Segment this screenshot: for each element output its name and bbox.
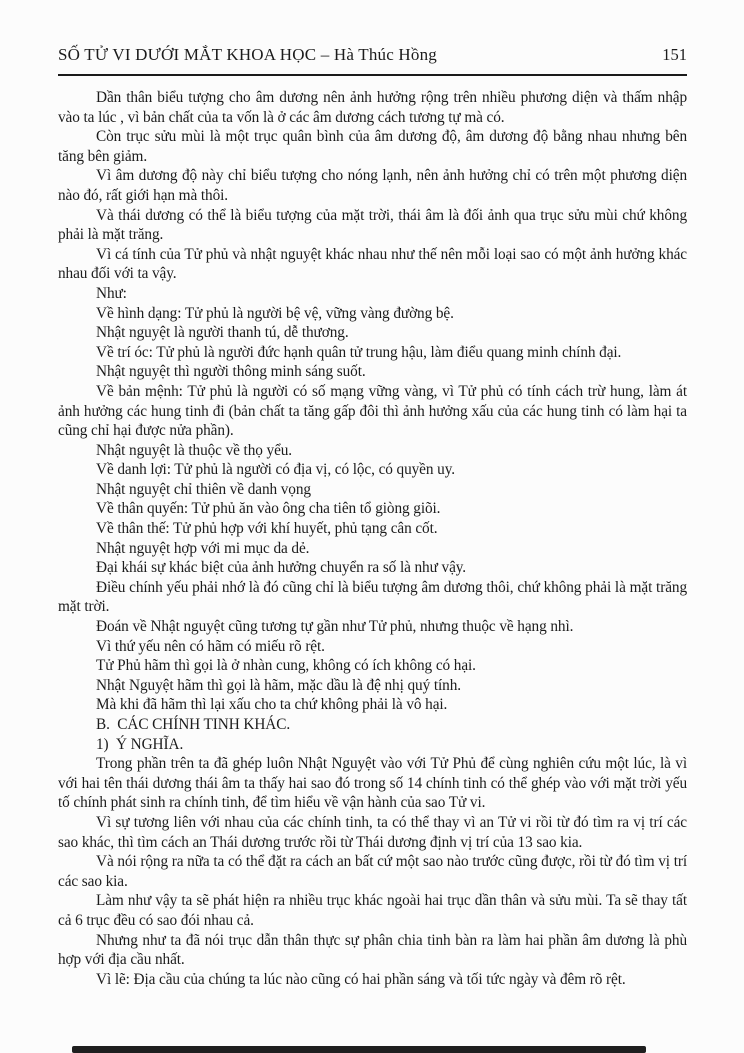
paragraph: Nhật nguyệt là người thanh tú, dễ thương.	[96, 324, 349, 342]
paragraph: Nhật nguyệt hợp với mi mục da dẻ.	[96, 539, 310, 557]
paragraph: Vì cá tính của Tử phủ và nhật nguyệt khác nhau như thế nên mỗi loại sao có một ảnh hưởng khác nhau đối với ta vậy.	[58, 245, 687, 283]
paragraph: Về trí óc: Tử phủ là người đức hạnh quân tử trung hậu, làm điểu quang minh chính đại.	[96, 343, 622, 361]
paragraph: Trong phần trên ta đã ghép luôn Nhật Nguyệt vào với Tử Phủ để cùng nghiên cứu một lúc, là vì với hai tên thái dương thái âm ta thấy hai sao đó trong số 14 chính tinh có thể ghép vào với mặt trời yếu tố chính phát sinh ra chính tinh, để tìm hiểu về vận hành của sao Tử vi.	[58, 755, 687, 812]
paragraph: Dần thân biểu tượng cho âm dương nên ảnh hưởng rộng trên nhiều phương diện và thấm nhập vào ta lúc , vì bản chất của ta vốn là ở các âm dương cách tương tự mà có.	[58, 89, 687, 126]
section-heading: B. CÁC CHÍNH TINH KHÁC.	[96, 716, 291, 733]
page-header	[0, 0, 744, 65]
paragraph: Về danh lợi: Tử phủ là người có địa vị, có lộc, có quyền uy.	[96, 461, 455, 479]
paragraph: Về bản mệnh: Tử phủ là người có số mạng vững vàng, vì Tử phủ có tính cách trừ hung, làm át ảnh hưởng các hung tinh đi (bản chất ta tăng gấp đôi thì ảnh hưởng xấu của các hung tinh có làm hại ta cũng chỉ hại được nửa phần).	[58, 382, 687, 440]
paragraph: Đại khái sự khác biệt của ảnh hưởng chuyển ra số là như vậy.	[96, 559, 467, 577]
paragraph: Và thái dương có thể là biểu tượng của mặt trời, thái âm là đối ảnh qua trục sửu mùi chứ không phải là mặt trăng.	[58, 206, 687, 244]
paragraph: Như:	[96, 284, 127, 302]
paragraph: Về thân quyến: Tử phủ ăn vào ông cha tiên tổ giòng giõi.	[96, 500, 441, 518]
paragraph: Về hình dạng: Tử phủ là người bệ vệ, vững vàng đường bệ.	[96, 304, 454, 322]
paragraph: Nhưng như ta đã nói trục dẫn thân thực sự phân chia tinh bàn ra làm hai phần âm dương là phù hợp với địa cầu nhất.	[58, 931, 687, 969]
paragraph: Và nói rộng ra nữa ta có thể đặt ra cách an bất cứ một sao nào trước cũng được, rồi từ đó tìm vị trí các sao kia.	[58, 853, 687, 890]
paragraph: Nhật nguyệt thì người thông minh sáng suốt.	[96, 363, 366, 381]
paragraph: Điều chính yếu phải nhớ là đó cũng chỉ là biểu tượng âm dương thôi, chứ không phải là mặt trăng mặt trời.	[58, 578, 687, 616]
paragraph: Vì âm dương độ này chỉ biểu tượng cho nóng lạnh, nên ảnh hưởng chỉ có trên một phương diện nào đó, rất giới hạn mà thôi.	[58, 167, 687, 204]
page-title: SỐ TỬ VI DƯỚI MẮT KHOA HỌC – Hà Thúc Hồng	[58, 45, 437, 64]
paragraph: Vì lẽ: Địa cầu của chúng ta lúc nào cũng có hai phần sáng và tối tức ngày và đêm rõ rệt.	[96, 970, 626, 988]
paragraph: Nhật Nguyệt hãm thì gọi là hãm, mặc dầu là đệ nhị quý tính.	[96, 676, 461, 694]
document-body	[0, 76, 744, 989]
paragraph: Vì sự tương liên với nhau của các chính tinh, ta có thể thay vì an Tử vi rồi từ đó tìm ra vị trí các sao khác, thì tìm cách an Thái dương trước rồi từ Thái dương định vị trí của 13 sao kia.	[58, 813, 687, 851]
paragraph: Tử Phủ hãm thì gọi là ở nhàn cung, không có ích không có hại.	[96, 657, 476, 675]
paragraph: Vì thứ yếu nên có hãm có miếu rõ rệt.	[96, 637, 325, 655]
paragraph: Còn trục sửu mùi là một trục quân bình của âm dương độ, âm dương độ bằng nhau nhưng bên tăng bên giảm.	[58, 128, 687, 165]
paragraph: Nhật nguyệt là thuộc về thọ yểu.	[96, 441, 293, 459]
section-subheading: 1) Ý NGHĨA.	[96, 735, 184, 753]
page-number: 151	[662, 45, 687, 64]
scan-artifact-bar	[72, 1046, 646, 1053]
paragraph: Mà khi đã hãm thì lại xấu cho ta chứ không phải là vô hại.	[96, 696, 448, 714]
paragraph: Đoán về Nhật nguyệt cũng tương tự gần như Tử phủ, nhưng thuộc về hạng nhì.	[96, 618, 574, 636]
paragraph: Làm như vậy ta sẽ phát hiện ra nhiều trục khác ngoài hai trục dần thân và sửu mùi. Ta sẽ thay tất cả 6 trục đều có sao đói nhau cả.	[58, 892, 687, 929]
paragraph: Về thân thế: Tử phủ hợp với khí huyết, phủ tạng cân cốt.	[96, 520, 438, 538]
paragraph: Nhật nguyệt chỉ thiên về danh vọng	[96, 480, 311, 498]
